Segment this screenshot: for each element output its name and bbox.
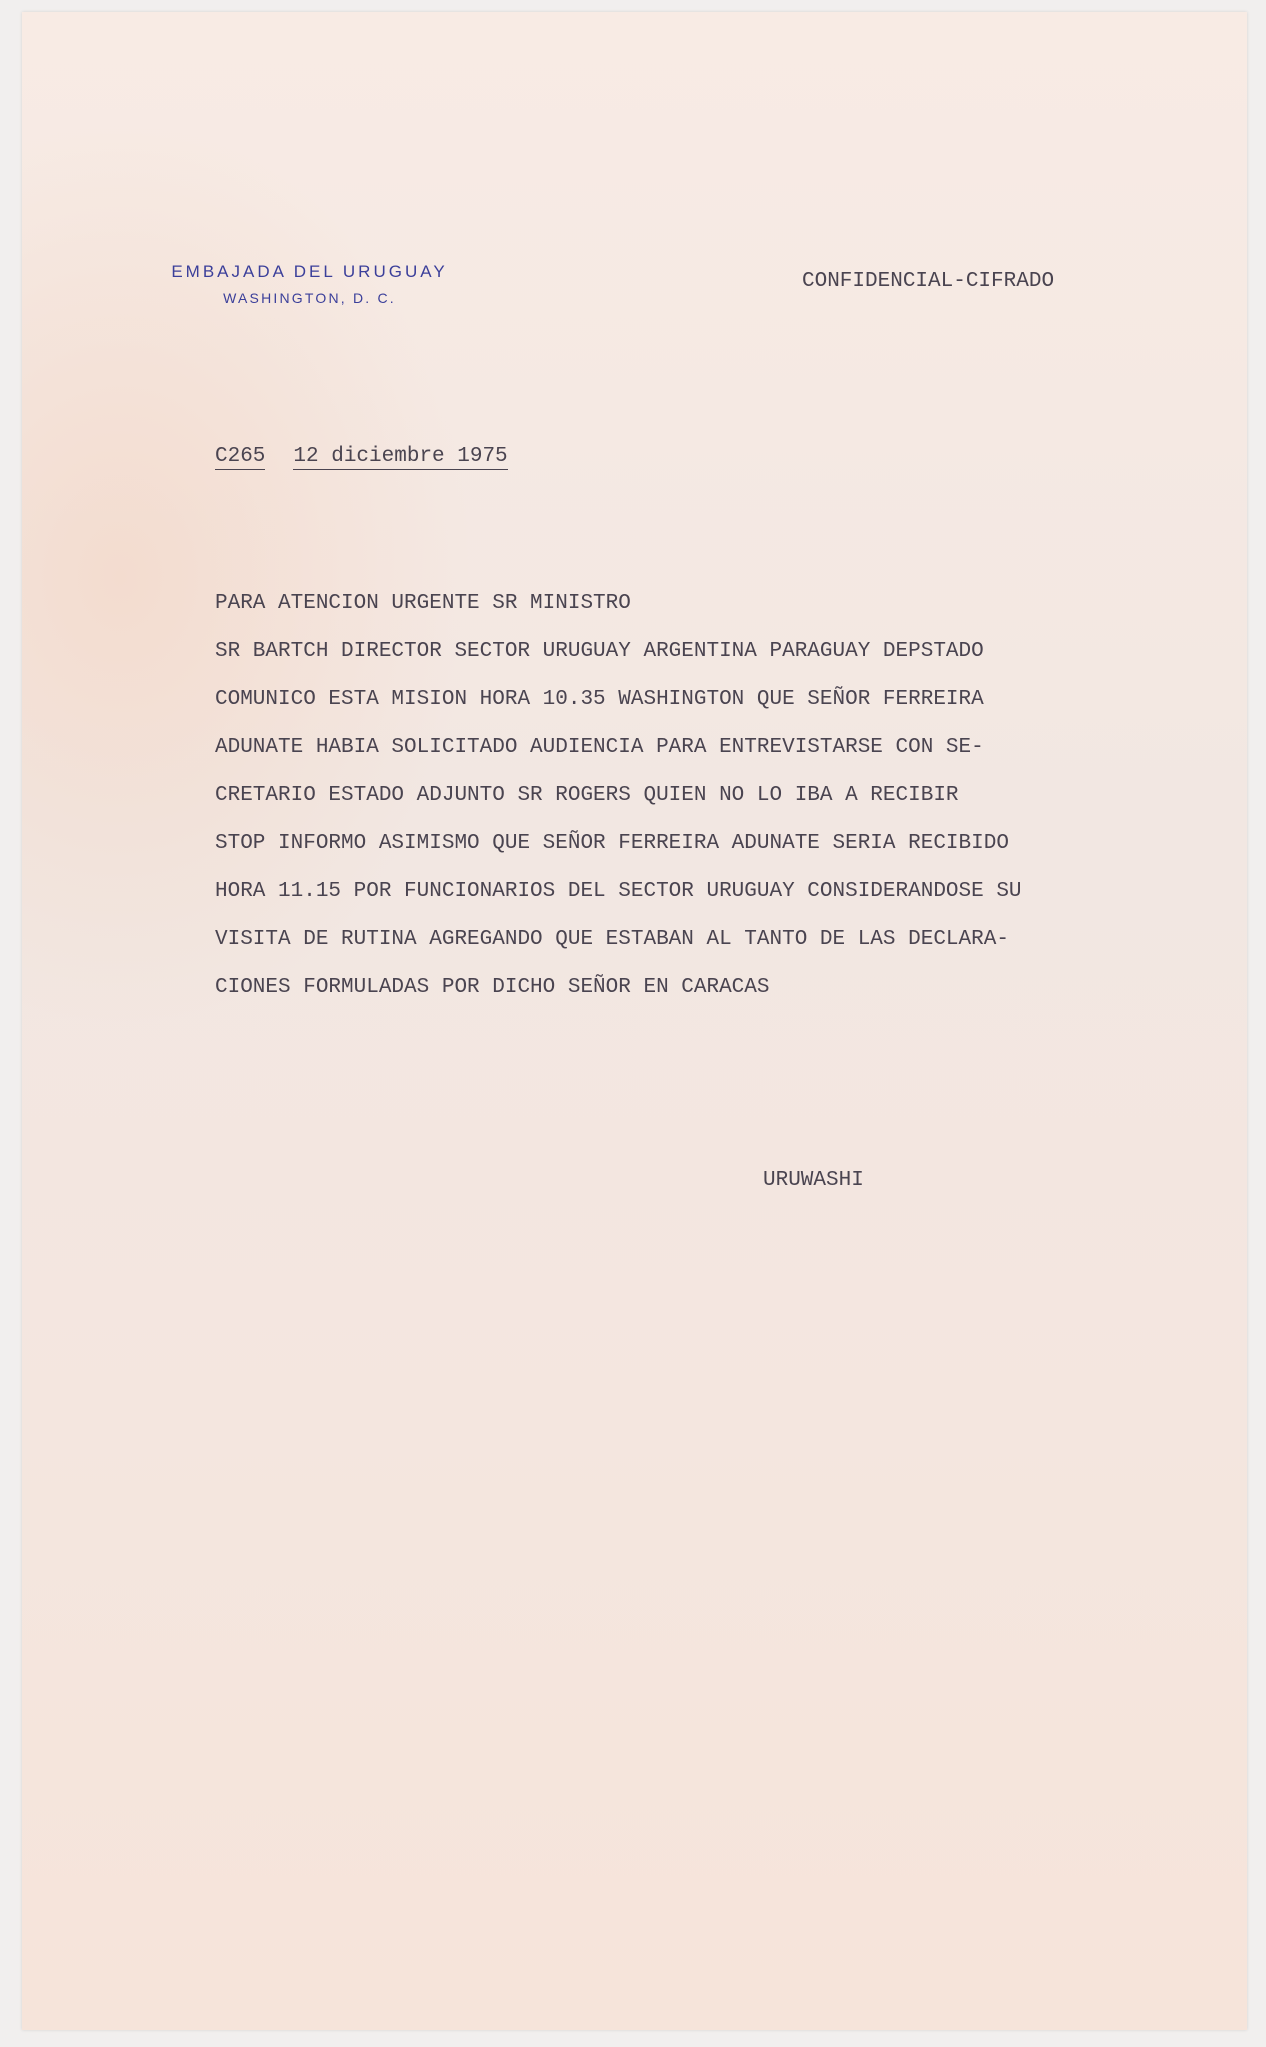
body-line: SR BARTCH DIRECTOR SECTOR URUGUAY ARGENTINA PARAGUAY DEPSTADO [215, 640, 984, 663]
document-page [22, 12, 1247, 2030]
body-line: PARA ATENCION URGENTE SR MINISTRO [215, 592, 631, 615]
message-body [215, 590, 1022, 1022]
classification-label: CONFIDENCIAL-CIFRADO [802, 270, 1055, 293]
reference-date: 12 diciembre 1975 [293, 445, 508, 468]
reference-number: C265 [215, 445, 266, 468]
body-line: CRETARIO ESTADO ADJUNTO SR ROGERS QUIEN NO LO IBA A RECIBIR [215, 784, 959, 807]
body-line: ADUNATE HABIA SOLICITADO AUDIENCIA PARA ENTREVISTARSE CON SE- [215, 736, 984, 759]
letterhead-embassy-name: EMBAJADA DEL URUGUAY [171, 262, 448, 281]
letterhead [132, 262, 487, 306]
letterhead-location: WASHINGTON, D. C. [223, 290, 396, 306]
body-line: CIONES FORMULADAS POR DICHO SEÑOR EN CARACAS [215, 976, 770, 999]
body-line: HORA 11.15 POR FUNCIONARIOS DEL SECTOR URUGUAY CONSIDERANDOSE SU [215, 880, 1022, 903]
body-line: STOP INFORMO ASIMISMO QUE SEÑOR FERREIRA ADUNATE SERIA RECIBIDO [215, 832, 1009, 855]
signature: URUWASHI [763, 1169, 864, 1192]
body-line: VISITA DE RUTINA AGREGANDO QUE ESTABAN AL TANTO DE LAS DECLARA- [215, 928, 1009, 951]
body-line: COMUNICO ESTA MISION HORA 10.35 WASHINGTON QUE SEÑOR FERREIRA [215, 688, 984, 711]
reference-line [215, 445, 508, 468]
